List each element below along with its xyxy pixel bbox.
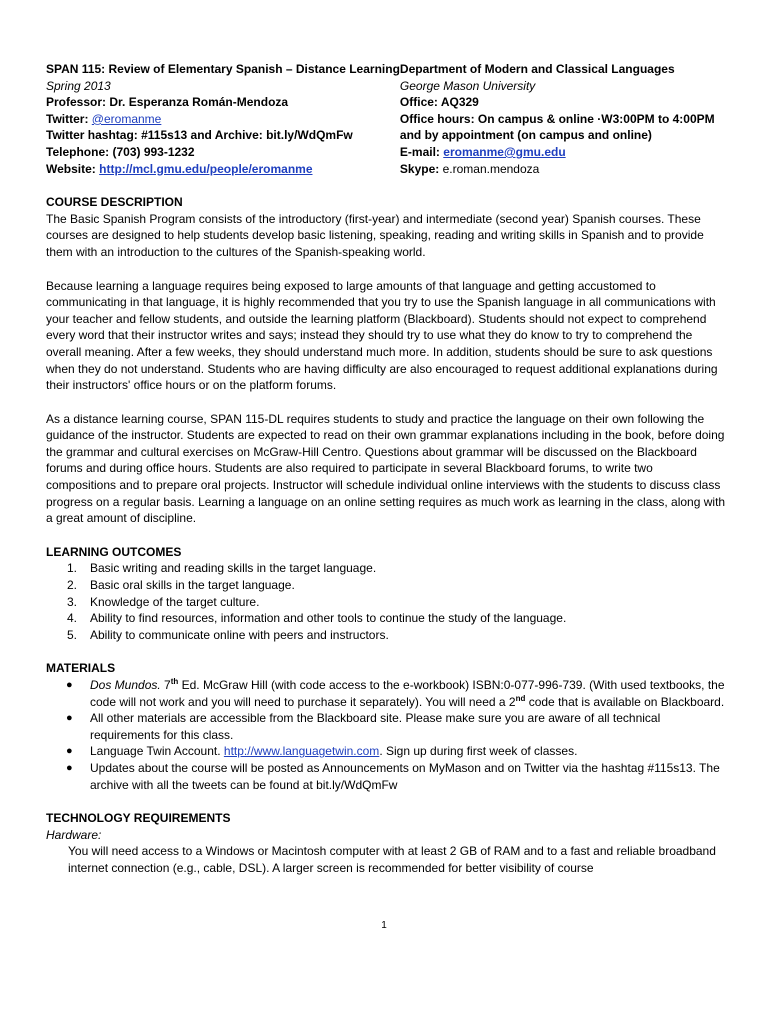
list-item-text: Knowledge of the target culture. (90, 594, 260, 609)
bullet-icon: ● (66, 712, 73, 725)
professor-line (46, 94, 400, 111)
list-item (46, 627, 726, 644)
list-item-text: Basic writing and reading skills in the target language. (90, 561, 377, 576)
website-line (46, 161, 400, 178)
email-line (400, 144, 726, 161)
materials-item-4-text: Updates about the course will be posted as Announcements on MyMason and on Twitter via the hashtag #115s13. The archive with all the tweets can be found at bit.ly/WdQmFw (90, 760, 720, 792)
page-number: 1 (381, 920, 387, 931)
skype-label: Skype: (399, 161, 440, 176)
list-number: 3. (67, 594, 78, 609)
list-number: 1. (67, 561, 78, 576)
office-hours-label: Office hours: (399, 111, 475, 126)
list-number: 2. (67, 578, 78, 593)
list-item-text: Ability to find resources, information and other tools to continue the study of the language. (90, 611, 567, 626)
technology-heading: TECHNOLOGY REQUIREMENTS (46, 811, 231, 826)
list-item-text: Ability to communicate online with peers and instructors. (90, 627, 389, 642)
bullet-icon: ● (66, 679, 73, 691)
materials-item-2-text: All other materials are accessible from the Blackboard site. Please make sure you are aware of all technical requirements for this class. (90, 711, 661, 742)
email-label: E-mail: (399, 144, 440, 159)
materials-item-1-text-end: code that is available on Blackboard. (525, 694, 725, 709)
code-superscript: nd (515, 693, 526, 703)
list-number: 5. (67, 627, 78, 642)
term: Spring 2013 (46, 78, 111, 93)
materials-item-3-suffix: . Sign up during first week of classes. (379, 744, 578, 759)
skype-line (400, 161, 726, 178)
header-right-column (400, 61, 726, 177)
university-name: George Mason University (399, 78, 536, 93)
hashtag-text: #115s13 and Archive: bit.ly/WdQmFw (141, 128, 353, 143)
list-item (46, 710, 726, 743)
professor-name: Dr. Esperanza Román-Mendoza (109, 95, 289, 110)
hashtag-label: Twitter hashtag: (46, 128, 138, 143)
syllabus-header (46, 61, 726, 177)
course-description-paragraph-2: Because learning a language requires being exposed to large amounts of that language and getting accustomed to communicating in that language, it is highly recommended that you try to use the Spanish language in all communications with your teacher and fellow students, and outside the learning platform (Blackboard). Students should not expect to comprehend every word that their instructor writes and says; instead they should try to use what they do know to try to comprehend the overall meaning. After a few weeks, they should understand much more. In addition, students should be sure to ask questions when they do not understand. Students who are having difficulty are also encouraged to request additional explanations during their instructors' office hours or on the platform forums. (46, 278, 718, 393)
twitter-line (46, 111, 400, 128)
materials-heading: MATERIALS (46, 661, 116, 676)
skype-value: e.roman.mendoza (442, 161, 540, 176)
languagetwin-link[interactable]: http://www.languagetwin.com (223, 744, 380, 759)
telephone-label: Telephone: (46, 144, 110, 159)
office-hours-value: On campus & online ·W3:00PM to 4:00PM (477, 111, 715, 126)
document-page (46, 61, 726, 877)
professor-label: Professor: (46, 95, 107, 110)
course-description-heading: COURSE DESCRIPTION (46, 195, 183, 210)
list-item (46, 760, 726, 793)
office-label: Office: (399, 95, 438, 110)
office-hours-line-2: and by appointment (on campus and online) (399, 128, 652, 143)
list-number: 4. (67, 611, 78, 626)
book-title: Dos Mundos. (90, 678, 161, 692)
list-item (46, 560, 726, 577)
learning-outcomes-heading: LEARNING OUTCOMES (46, 544, 182, 559)
edition-superscript: th (170, 677, 179, 686)
list-item (46, 610, 726, 627)
materials-item-1-text: Ed. McGraw Hill (with code access to the e-workbook) ISBN:0-077-996-739. (With used textbooks, the code will not work and you will need to purchase it separately). You will need a 2 (90, 678, 725, 709)
website-label: Website: (46, 161, 96, 176)
website-link[interactable]: http://mcl.gmu.edu/people/eromanme (99, 161, 313, 176)
office-value: AQ329 (440, 95, 479, 110)
materials-item-3-prefix: Language Twin Account. (90, 744, 224, 759)
department-name: Department of Modern and Classical Languages (399, 62, 675, 76)
list-item (46, 577, 726, 594)
learning-outcomes-list (46, 560, 726, 643)
telephone-value: (703) 993-1232 (112, 144, 195, 159)
telephone-line (46, 144, 400, 161)
twitter-label: Twitter: (46, 111, 89, 126)
course-description-paragraph-1: The Basic Spanish Program consists of the introductory (first-year) and intermediate (second year) Spanish courses. These courses are designed to help students develop basic listening, speaking, reading and writing skills in Spanish and to provide them with an introduction to the cultures of the Spanish-speaking world. (46, 211, 704, 259)
edition-number: 7 (164, 678, 171, 692)
materials-list (46, 677, 726, 793)
office-hours-line (400, 111, 726, 128)
list-item (46, 677, 726, 710)
list-item (46, 743, 726, 760)
office-line (400, 94, 726, 111)
list-item-text: Basic oral skills in the target language. (90, 578, 295, 593)
bullet-icon: ● (66, 745, 73, 758)
course-title: SPAN 115: Review of Elementary Spanish – Distance Learning (46, 62, 400, 76)
hardware-label: Hardware: (46, 827, 102, 842)
hashtag-line (46, 127, 400, 144)
email-link[interactable]: eromanme@gmu.edu (443, 144, 566, 159)
bullet-icon: ● (66, 761, 73, 774)
twitter-handle-link[interactable]: @eromanme (91, 111, 162, 126)
list-item (46, 594, 726, 611)
header-left-column (46, 61, 400, 177)
hardware-paragraph: You will need access to a Windows or Macintosh computer with at least 2 GB of RAM and to a fast and reliable broadband internet connection (e.g., cable, DSL). A larger screen is recommended for better visibility of course (68, 844, 716, 875)
course-description-paragraph-3: As a distance learning course, SPAN 115-DL requires students to study and practice the language on their own following the guidance of the instructor. Students are expected to read on their own grammar explanations including in the book, before doing the grammar and cultural exercises on McGraw-Hill Centro. Questions about grammar will be discussed on the Blackboard forums and during office hours. Students are also required to participate in several Blackboard forums, to write two compositions and to prepare oral projects. Instructor will schedule individual online interviews with the students to discuss class progress on a regular basis. Learning a language on an online setting requires as much work as learning in the class, along with a great amount of discipline. (46, 411, 726, 526)
